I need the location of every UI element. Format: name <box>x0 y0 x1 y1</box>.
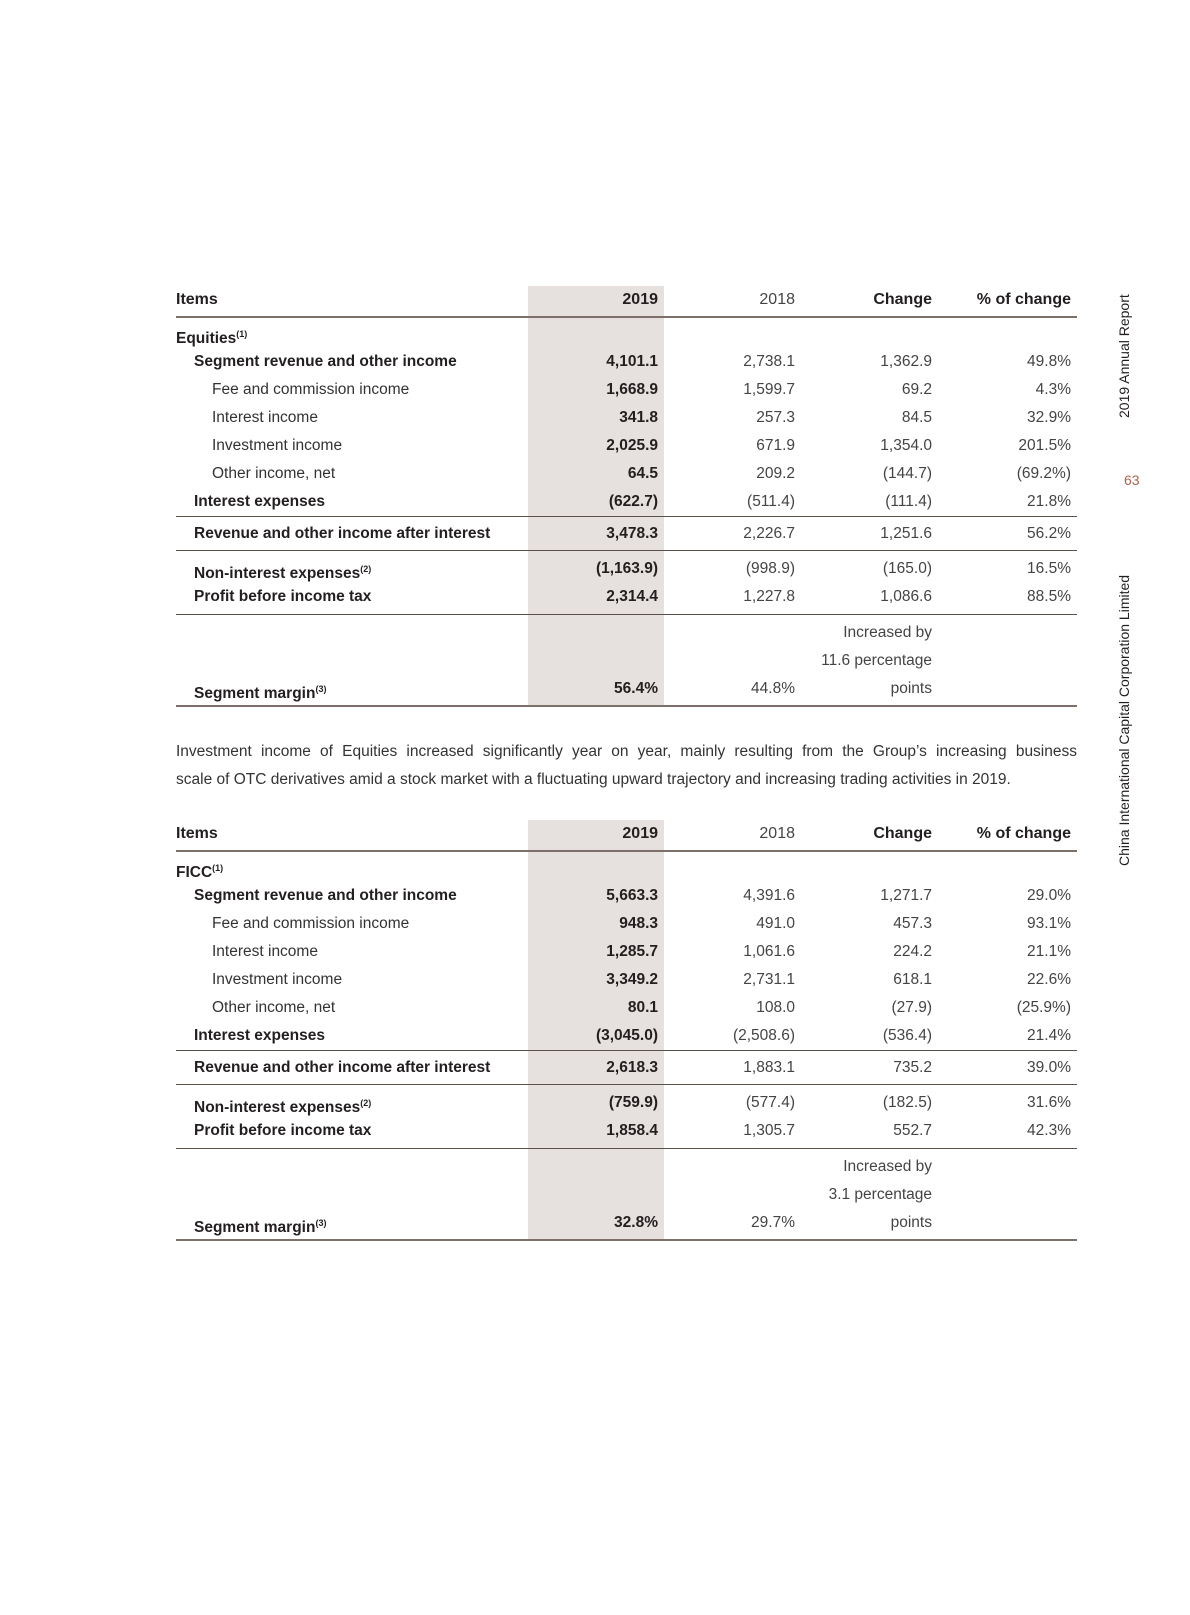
header-items: Items <box>176 291 218 308</box>
value-pct: 49.8% <box>1027 353 1071 370</box>
table-row <box>176 1051 1077 1085</box>
value-pct: 39.0% <box>1027 1059 1071 1076</box>
value-pct: 21.1% <box>1027 943 1071 960</box>
value-change: 1,362.9 <box>880 353 932 370</box>
value-2018: 2,226.7 <box>743 525 795 542</box>
value-change: 457.3 <box>893 915 932 932</box>
value-2018: 29.7% <box>751 1214 795 1231</box>
margin-change-line: points <box>890 680 932 697</box>
table-row <box>176 1117 1077 1149</box>
value-change: (27.9) <box>891 999 932 1016</box>
company-name: China International Capital Corporation Limited <box>1116 574 1132 866</box>
table-row <box>176 994 1077 1022</box>
row-label: Interest income <box>212 943 318 960</box>
commentary-paragraph <box>176 738 1077 794</box>
value-2019: 5,663.3 <box>606 887 658 904</box>
row-label: Fee and commission income <box>212 915 410 932</box>
value-pct: (25.9%) <box>1016 999 1071 1016</box>
report-title: 2019 Annual Report <box>1116 294 1132 418</box>
margin-change-line: Increased by <box>843 1158 932 1175</box>
value-2018: 44.8% <box>751 680 795 697</box>
value-change: 618.1 <box>893 971 932 988</box>
value-2018: 671.9 <box>756 437 795 454</box>
value-change: 1,086.6 <box>880 588 932 605</box>
margin-change-line: Increased by <box>843 624 932 641</box>
value-2018: 1,883.1 <box>743 1059 795 1076</box>
row-label: Segment revenue and other income <box>194 353 457 370</box>
value-2019: 948.3 <box>619 915 658 932</box>
value-2019: 4,101.1 <box>606 353 658 370</box>
margin-note-row <box>176 1153 1077 1181</box>
value-pct: 21.8% <box>1027 493 1071 510</box>
value-2018: (2,508.6) <box>732 1027 795 1044</box>
value-pct: 16.5% <box>1027 560 1071 577</box>
table-header <box>176 286 1077 318</box>
value-2019: 2,025.9 <box>606 437 658 454</box>
row-label: Fee and commission income <box>212 381 410 398</box>
row-label: Interest expenses <box>194 493 325 510</box>
value-2018: 491.0 <box>756 915 795 932</box>
table-row <box>176 910 1077 938</box>
value-pct: 88.5% <box>1027 588 1071 605</box>
section-label: Equities$^{(1)}$ <box>176 329 248 347</box>
row-label: Profit before income tax <box>194 588 372 605</box>
header-2019: 2019 <box>622 291 658 308</box>
value-2019: 64.5 <box>627 465 658 482</box>
section-label: FICC$^{(1)}$ <box>176 863 224 881</box>
value-2019: (622.7) <box>608 493 658 510</box>
value-change: 69.2 <box>901 381 932 398</box>
value-2018: (998.9) <box>745 560 795 577</box>
value-2018: 2,738.1 <box>743 353 795 370</box>
value-change: 84.5 <box>901 409 932 426</box>
value-2018: 1,305.7 <box>743 1122 795 1139</box>
margin-note-row <box>176 647 1077 675</box>
paragraph-line: scale of OTC derivatives amid a stock market with a fluctuating upward trajectory and increasing trading activities in 2019. <box>176 771 1011 788</box>
value-change: 735.2 <box>893 1059 932 1076</box>
header-2018: 2018 <box>759 825 795 842</box>
table-row <box>176 583 1077 615</box>
margin-note-row <box>176 619 1077 647</box>
section-row <box>176 320 1077 348</box>
value-2018: 1,599.7 <box>743 381 795 398</box>
value-2019: 2,314.4 <box>606 588 658 605</box>
value-pct: 56.2% <box>1027 525 1071 542</box>
value-2019: (1,163.9) <box>595 560 658 577</box>
value-change: (165.0) <box>882 560 932 577</box>
row-label: Interest expenses <box>194 1027 325 1044</box>
margin-note-row <box>176 1181 1077 1209</box>
row-label: Interest income <box>212 409 318 426</box>
section-row <box>176 854 1077 882</box>
table-row <box>176 517 1077 551</box>
row-label: Revenue and other income after interest <box>194 525 491 542</box>
row-label: Investment income <box>212 971 343 988</box>
value-pct: 31.6% <box>1027 1094 1071 1111</box>
row-label: Segment revenue and other income <box>194 887 457 904</box>
value-change: 1,251.6 <box>880 525 932 542</box>
table-row <box>176 1022 1077 1051</box>
value-2018: (511.4) <box>747 493 795 510</box>
value-2019: 3,478.3 <box>606 525 658 542</box>
margin-change-line: points <box>890 1214 932 1231</box>
value-change: 1,271.7 <box>880 887 932 904</box>
table-row <box>176 460 1077 488</box>
table-row <box>176 404 1077 432</box>
table-row <box>176 432 1077 460</box>
value-2019: 80.1 <box>627 999 658 1016</box>
value-pct: 201.5% <box>1018 437 1071 454</box>
value-2018: 108.0 <box>756 999 795 1016</box>
value-2019: 3,349.2 <box>606 971 658 988</box>
value-change: (111.4) <box>885 493 932 510</box>
value-pct: 42.3% <box>1027 1122 1071 1139</box>
value-2019: 32.8% <box>614 1214 658 1231</box>
header-pct-change: % of change <box>976 291 1071 308</box>
value-change: (182.5) <box>882 1094 932 1111</box>
value-pct: 22.6% <box>1027 971 1071 988</box>
value-pct: 93.1% <box>1027 915 1071 932</box>
row-label: Segment margin$^{(3)}$ <box>194 684 327 702</box>
value-2019: (3,045.0) <box>595 1027 658 1044</box>
table-row <box>176 938 1077 966</box>
value-2018: 1,061.6 <box>743 943 795 960</box>
value-2018: 257.3 <box>756 409 795 426</box>
row-label: Other income, net <box>212 465 336 482</box>
margin-change-line: 3.1 percentage <box>828 1186 932 1203</box>
value-2019: 2,618.3 <box>606 1059 658 1076</box>
row-label: Non-interest expenses$^{(2)}$ <box>194 564 372 582</box>
header-2018: 2018 <box>759 291 795 308</box>
value-2018: 209.2 <box>756 465 795 482</box>
value-2018: 2,731.1 <box>743 971 795 988</box>
table-row <box>176 376 1077 404</box>
header-change: Change <box>873 291 932 308</box>
value-change: 224.2 <box>893 943 932 960</box>
row-label: Profit before income tax <box>194 1122 372 1139</box>
value-pct: (69.2%) <box>1016 465 1071 482</box>
row-label: Segment margin$^{(3)}$ <box>194 1218 327 1236</box>
header-items: Items <box>176 825 218 842</box>
value-change: 552.7 <box>893 1122 932 1139</box>
segment-margin-row <box>176 1209 1077 1241</box>
table-row <box>176 348 1077 376</box>
value-2019: 341.8 <box>619 409 658 426</box>
value-2018: 1,227.8 <box>743 588 795 605</box>
value-2019: 1,858.4 <box>606 1122 658 1139</box>
segment-margin-row <box>176 675 1077 707</box>
value-2018: (577.4) <box>745 1094 795 1111</box>
row-label: Non-interest expenses$^{(2)}$ <box>194 1098 372 1116</box>
margin-change-line: 11.6 percentage <box>821 652 932 669</box>
value-2018: 4,391.6 <box>743 887 795 904</box>
equities-table <box>176 286 1077 707</box>
value-2019: 1,285.7 <box>606 943 658 960</box>
value-2019: 1,668.9 <box>606 381 658 398</box>
value-2019: 56.4% <box>614 680 658 697</box>
table-row <box>176 966 1077 994</box>
header-pct-change: % of change <box>976 825 1071 842</box>
value-pct: 4.3% <box>1035 381 1071 398</box>
table-header <box>176 820 1077 852</box>
row-label: Revenue and other income after interest <box>194 1059 491 1076</box>
ficc-table <box>176 820 1077 1241</box>
row-label: Investment income <box>212 437 343 454</box>
value-pct: 32.9% <box>1027 409 1071 426</box>
value-change: 1,354.0 <box>880 437 932 454</box>
header-2019: 2019 <box>622 825 658 842</box>
value-pct: 29.0% <box>1027 887 1071 904</box>
value-change: (536.4) <box>882 1027 932 1044</box>
value-change: (144.7) <box>882 465 932 482</box>
table-row <box>176 1089 1077 1117</box>
row-label: Other income, net <box>212 999 336 1016</box>
table-row <box>176 488 1077 517</box>
page-number: 63 <box>1124 472 1140 488</box>
table-row <box>176 882 1077 910</box>
value-pct: 21.4% <box>1027 1027 1071 1044</box>
table-row <box>176 555 1077 583</box>
value-2019: (759.9) <box>608 1094 658 1111</box>
header-change: Change <box>873 825 932 842</box>
paragraph-line: Investment income of Equities increased significantly year on year, mainly resulting from the Group’s increasing business <box>176 743 1077 760</box>
